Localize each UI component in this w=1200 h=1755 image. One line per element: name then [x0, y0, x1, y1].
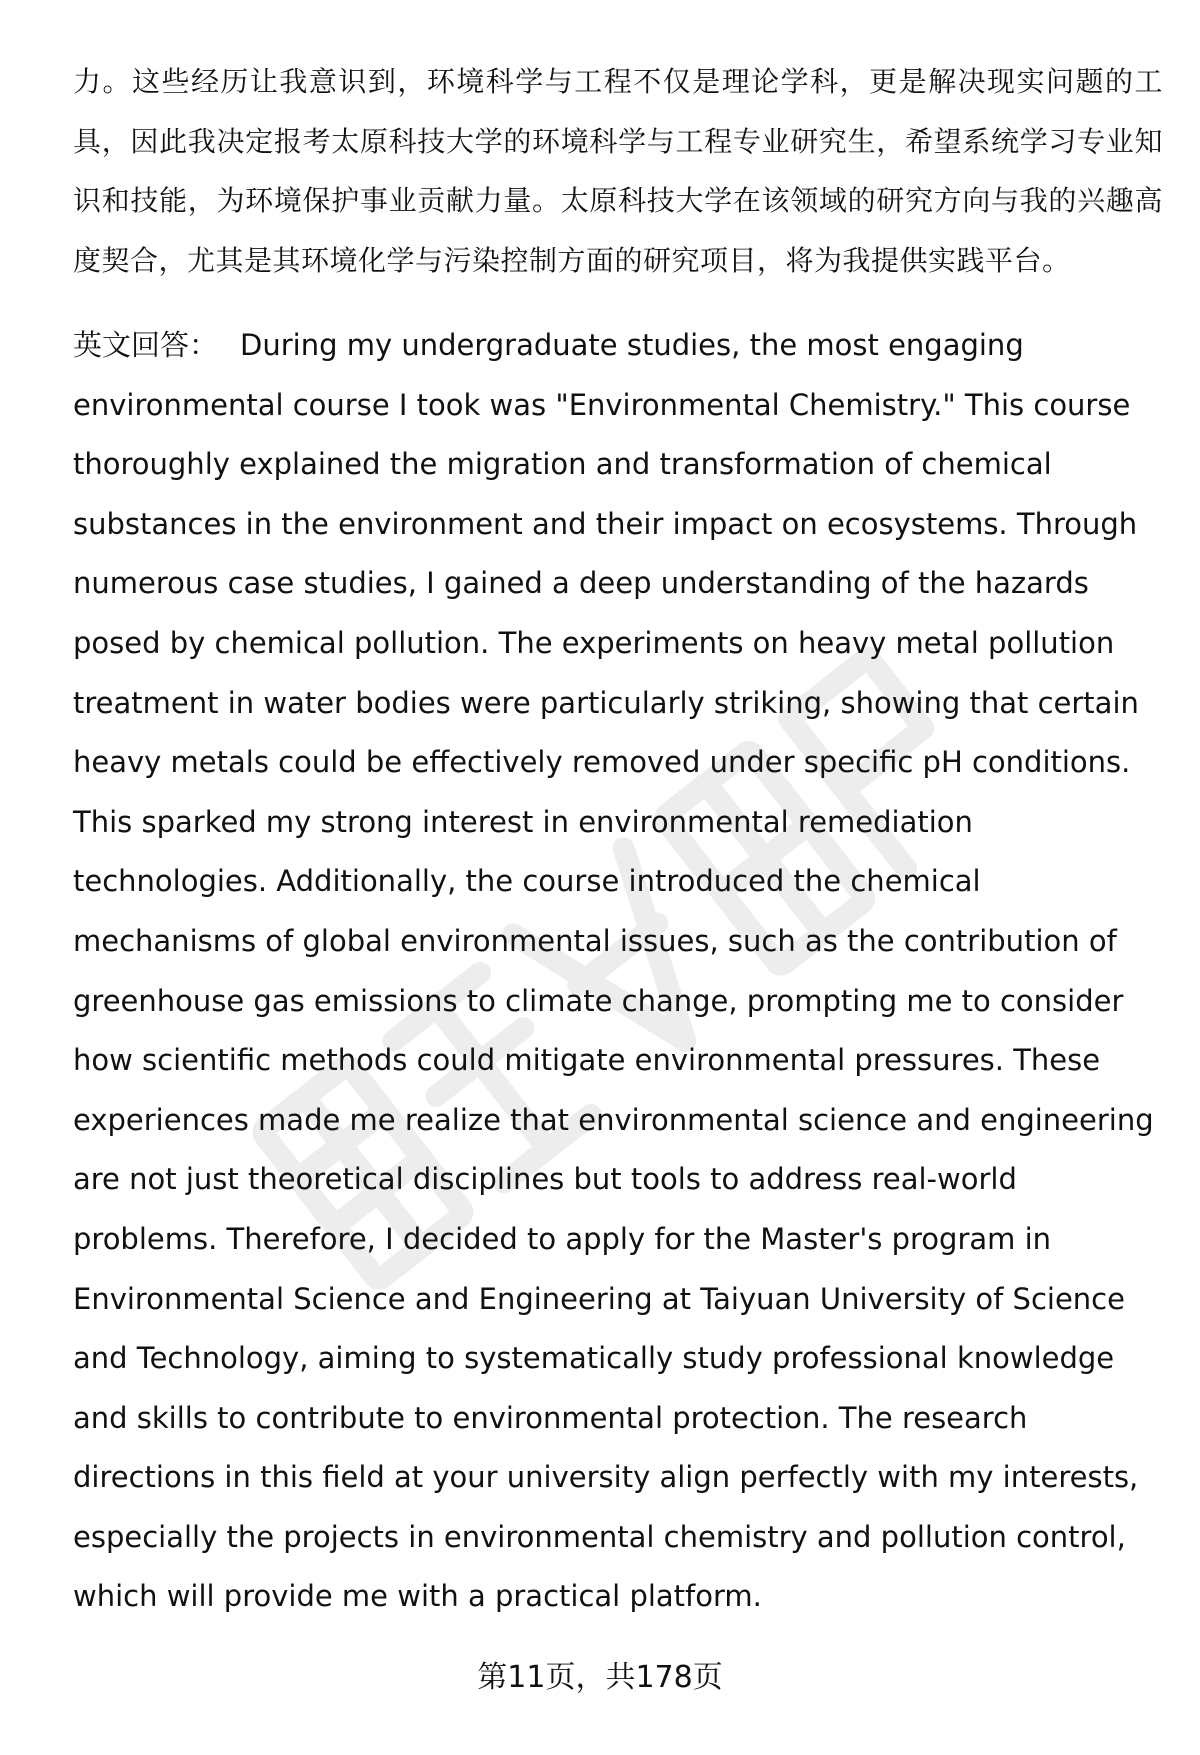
english-answer-text: During my undergraduate studies, the most engaging environmental course I took was "Environmental Chemistry." This course thoroughly explained the migration and transformation of chemical substances in the environment and their impact on ecosystems. Through numerous case studies, I gained a deep understanding of the hazards posed by chemical pollution. The experiments on heavy metal pollution treatment in water bodies were particularly striking, showing that certain heavy metals could be effectively removed under specific pH conditions. This sparked my strong interest in environmental remediation technologies. Additionally, the course introduced the chemical mechanisms of global environmental issues, such as the contribution of greenhouse gas emissions to climate change, prompting me to consider how scientific methods could mitigate environmental pressures. These experiences made me realize that environmental science and engineering are not just theoretical disciplines but tools to address real-world problems. Therefore, I decided to apply for the Master's program in Environmental Science and Engineering at Taiyuan University of Science and Technology, aiming to systematically study professional knowledge and skills to contribute to environmental protection. The research directions in this field at your university align perfectly with my interests, especially the projects in environmental chemistry and pollution control, which will provide me with a practical platform.	[73, 328, 1154, 1614]
english-answer-label: 英文回答：	[73, 328, 219, 362]
main-content	[73, 52, 1163, 1627]
page-number: 第11页，共178页	[477, 1660, 723, 1695]
english-answer-paragraph	[73, 316, 1163, 1627]
chinese-answer-paragraph: 力。这些经历让我意识到，环境科学与工程不仅是理论学科，更是解决现实问题的工具，因此我决定报考太原科技大学的环境科学与工程专业研究生，希望系统学习专业知识和技能，为环境保护事业贡献力量。太原科技大学在该领域的研究方向与我的兴趣高度契合，尤其是其环境化学与污染控制方面的研究项目，将为我提供实践平台。	[73, 65, 1163, 277]
